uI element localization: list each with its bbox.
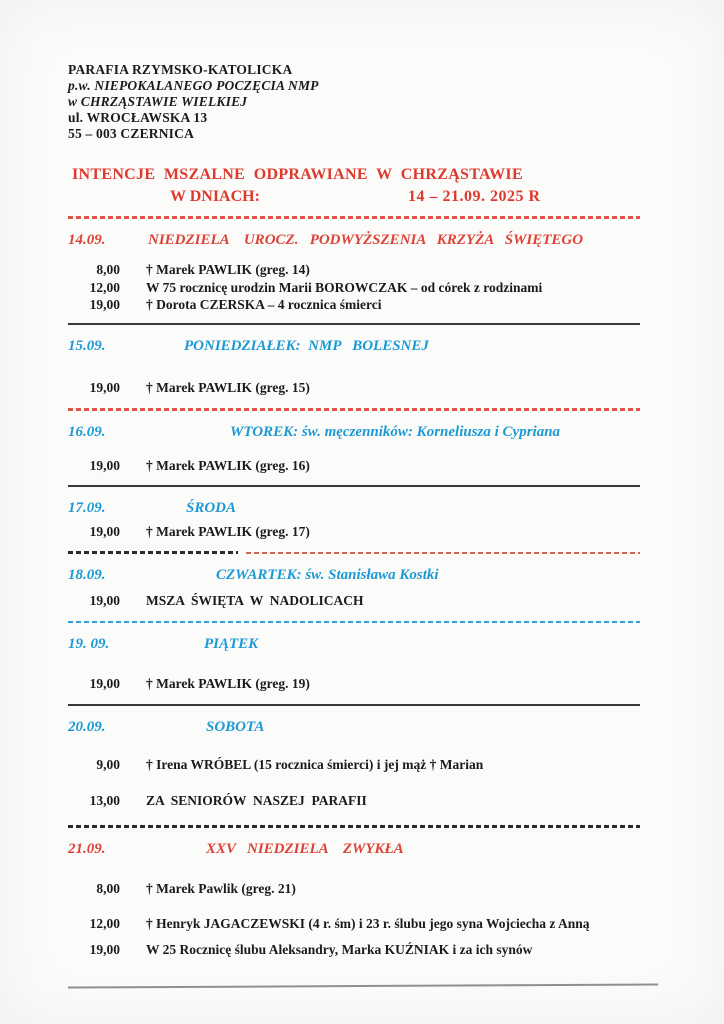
mass-time: 19,00 — [89, 379, 120, 395]
section-day-title: SOBOTA — [206, 719, 265, 735]
mass-intention-text: W 75 rocznicę urodzin Marii BOROWCZAK – od córek z rodzinami — [146, 279, 543, 295]
mass-time: 19,00 — [89, 458, 120, 473]
separator-line — [68, 704, 640, 706]
section-date: 16.09. — [68, 424, 106, 440]
mass-intention-row — [68, 941, 666, 959]
section-14-09 — [68, 232, 666, 314]
page-title-dates-label: W DNIACH: — [170, 188, 260, 205]
mass-intention-text: † Marek PAWLIK (greg. 14) — [146, 262, 310, 277]
mass-intention-text: † Dorota CZERSKA – 4 rocznica śmierci — [146, 297, 382, 312]
mass-intention-text: MSZA ŚWIĘTA W NADOLICACH — [146, 593, 364, 608]
mass-intention-row — [68, 279, 666, 297]
section-18-09 — [68, 567, 666, 610]
mass-intention-row — [68, 592, 666, 610]
mass-intention-text: † Marek PAWLIK (greg. 17) — [146, 523, 310, 539]
mass-intention-text: W 25 Rocznicę ślubu Aleksandry, Marka KUŹNIAK i za ich synów — [146, 942, 533, 957]
mass-time: 19,00 — [89, 942, 120, 957]
mass-time: 19,00 — [89, 297, 120, 312]
separator-line — [68, 825, 640, 828]
separator-line — [68, 485, 640, 487]
section-day-title: CZWARTEK: św. Stanisława Kostki — [216, 567, 439, 583]
separator-line — [68, 323, 640, 325]
mass-time: 9,00 — [96, 757, 120, 772]
mass-intention-row — [68, 457, 666, 475]
mass-time: 12,00 — [89, 279, 120, 295]
page-title — [68, 166, 666, 206]
section-day-title: PONIEDZIAŁEK: NMP BOLESNEJ — [184, 337, 429, 354]
mass-intention-text: ZA SENIORÓW NASZEJ PARAFII — [146, 792, 367, 808]
parish-street: ul. WROCŁAWSKA 13 — [68, 110, 208, 125]
page-title-line1: INTENCJE MSZALNE ODPRAWIANE W CHRZĄSTAWIE — [72, 166, 523, 183]
section-date: 20.09. — [68, 719, 106, 735]
section-15-09 — [68, 338, 666, 397]
separator-line — [68, 983, 658, 988]
mass-intention-row — [68, 880, 666, 898]
mass-time: 13,00 — [89, 792, 120, 808]
section-17-09 — [68, 500, 666, 541]
mass-intention-row — [68, 792, 666, 810]
section-21-09 — [68, 841, 666, 959]
section-day-title: PIĄTEK — [204, 635, 259, 652]
mass-time: 19,00 — [89, 523, 120, 539]
section-20-09 — [68, 719, 666, 809]
section-date: 17.09. — [68, 499, 106, 516]
section-19-09 — [68, 636, 666, 693]
section-16-09 — [68, 424, 666, 475]
mass-intention-row — [68, 379, 666, 397]
section-date: 21.09. — [68, 841, 106, 857]
mass-intention-text: † Marek PAWLIK (greg. 15) — [146, 379, 310, 395]
separator-line — [68, 408, 640, 411]
separator-line — [68, 621, 640, 623]
mass-intention-row — [68, 756, 666, 774]
section-date: 14.09. — [68, 232, 106, 248]
mass-intention-text: † Irena WRÓBEL (15 rocznica śmierci) i jej mąż † Marian — [146, 757, 484, 772]
mass-time: 19,00 — [89, 593, 120, 608]
mass-time: 12,00 — [89, 915, 120, 931]
mass-intention-text: † Henryk JAGACZEWSKI (4 r. śm) i 23 r. ślubu jego syna Wojciecha z Anną — [146, 915, 590, 931]
mass-intention-text: † Marek PAWLIK (greg. 16) — [146, 458, 310, 473]
section-day-title: WTOREK: św. męczenników: Korneliusza i Cypriana — [230, 424, 561, 440]
mass-intention-text: † Marek Pawlik (greg. 21) — [146, 881, 296, 896]
mass-intention-text: † Marek PAWLIK (greg. 19) — [146, 675, 310, 691]
section-day-title: ŚRODA — [186, 499, 237, 516]
section-date: 19. 09. — [68, 635, 110, 652]
parish-place: w CHRZĄSTAWIE WIELKIEJ — [68, 94, 248, 109]
mass-time: 8,00 — [96, 262, 120, 277]
separator-line — [68, 216, 640, 219]
separator-line — [68, 551, 640, 554]
mass-intention-row — [68, 261, 666, 279]
page-title-dates-value: 14 – 21.09. 2025 R — [407, 188, 541, 205]
section-date: 15.09. — [68, 337, 106, 354]
mass-intention-row — [68, 915, 666, 933]
section-day-title: NIEDZIELA UROCZ. PODWYŻSZENIA KRZYŻA ŚWIĘTEGO — [148, 232, 584, 248]
parish-postal: 55 – 003 CZERNICA — [68, 126, 195, 141]
mass-intention-row — [68, 675, 666, 693]
mass-intention-row — [68, 296, 666, 314]
parish-name: PARAFIA RZYMSKO-KATOLICKA — [68, 62, 293, 77]
mass-time: 19,00 — [89, 675, 120, 691]
section-day-title: XXV NIEDZIELA ZWYKŁA — [206, 841, 404, 857]
section-date: 18.09. — [68, 567, 106, 583]
parish-address-block — [68, 62, 666, 142]
mass-time: 8,00 — [96, 881, 120, 896]
mass-intention-row — [68, 523, 666, 541]
parish-patron: p.w. NIEPOKALANEGO POCZĘCIA NMP — [68, 78, 319, 93]
